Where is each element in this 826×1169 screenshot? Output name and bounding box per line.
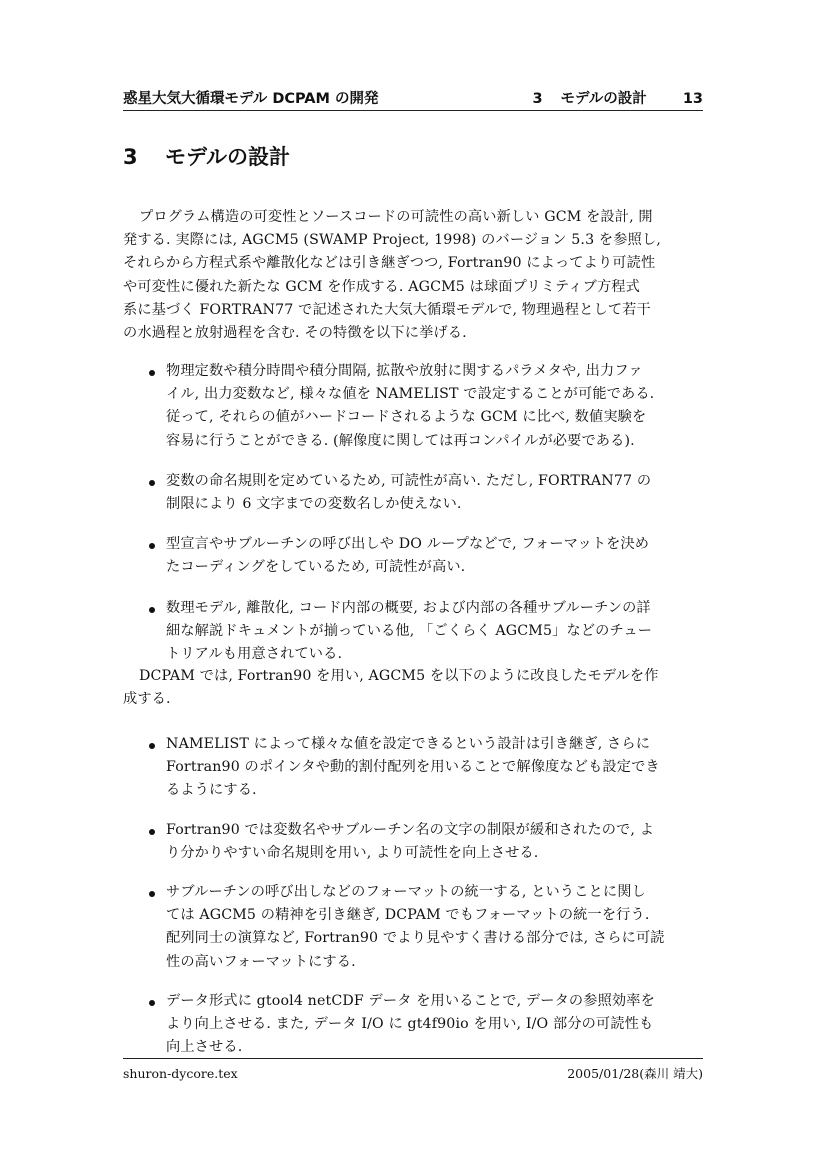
list-item-text	[166, 881, 703, 974]
footer-date-author: 2005/01/28(森川 靖大)	[567, 1066, 703, 1081]
list-item-line: ては AGCM5 の精神を引き継ぎ, DCPAM でもフォーマットの統一を行う.	[166, 907, 650, 924]
list-item-text	[166, 990, 703, 1060]
improvement-intro-paragraph	[123, 665, 703, 711]
list-item-line: 従って, それらの値がハードコードされるような GCM に比べ, 数値実験を	[166, 409, 647, 426]
document-title: 惑星大気大循環モデル DCPAM の開発	[123, 91, 379, 107]
bullet-icon	[149, 1000, 155, 1006]
paragraph-line: の水過程と放射過程を含む. その特徴を以下に挙げる.	[123, 324, 467, 341]
footer-filename: shuron-dycore.tex	[123, 1066, 238, 1081]
list-item-line: 配列同士の演算など, Fortran90 でより見やすく書ける部分では, さらに可読	[166, 930, 665, 947]
list-item-text	[166, 819, 703, 865]
paragraph-line: DCPAM では, Fortran90 を用い, AGCM5 を以下のように改良したモデルを作	[139, 668, 659, 684]
list-item-line: るようにする.	[166, 782, 257, 799]
list-item-line: 物理定数や積分時間や積分間隔, 拡散や放射に関するパラメタや, 出力ファ	[166, 363, 643, 379]
list-item-line: トリアルも用意されている.	[166, 645, 343, 662]
list-item-line: NAMELIST によって様々な値を設定できるという設計は引き継ぎ, さらに	[166, 736, 651, 752]
bullet-icon	[149, 543, 155, 549]
paragraph-line: プログラム構造の可変性とソースコードの可読性の高い新しい GCM を設計, 開	[139, 209, 653, 225]
header-rule	[123, 110, 703, 111]
list-item-text	[166, 733, 703, 803]
footer	[123, 1064, 703, 1084]
section-number: 3	[123, 145, 138, 169]
list-item-text	[166, 597, 703, 667]
section-title: モデルの設計	[165, 145, 290, 169]
bullet-icon	[149, 480, 155, 486]
paragraph-line: 系に基づく FORTRAN77 で記述された大気大循環モデルで, 物理過程として若干	[123, 301, 651, 318]
list-item-line: Fortran90 のポインタや動的割付配列を用いることで解像度なども設定でき	[166, 759, 660, 776]
paragraph-line: や可変性に優れた新たな GCM を作成する. AGCM5 は球面プリミティブ方程式	[123, 278, 640, 295]
running-header	[123, 88, 703, 110]
list-item-line: 型宣言やサブルーチンの呼び出しや DO ループなどで, フォーマットを決め	[166, 536, 650, 553]
list-item-line: 性の高いフォーマットにする.	[166, 953, 356, 970]
header-section-name: モデルの設計	[560, 91, 647, 107]
page-number: 13	[682, 91, 703, 107]
paragraph-line: 成する.	[123, 691, 171, 708]
document-page	[123, 0, 703, 1169]
bullet-icon	[149, 829, 155, 835]
list-item-line: 変数の命名規則を定めているため, 可読性が高い. ただし, FORTRAN77 の	[166, 472, 652, 489]
list-item-line: 制限により 6 文字までの変数名しか使えない.	[166, 495, 462, 512]
section-heading	[123, 142, 703, 172]
list-item-text	[166, 360, 703, 453]
bullet-icon	[149, 370, 155, 376]
paragraph-line: 発する. 実際には, AGCM5 (SWAMP Project, 1998) のバージョン 5.3 を参照し,	[123, 232, 661, 249]
list-item-text	[166, 470, 703, 516]
list-item-line: データ形式に gtool4 netCDF データ を用いることで, データの参照効率を	[166, 992, 655, 1009]
list-item-line: たコーディングをしているため, 可読性が高い.	[166, 559, 466, 576]
list-item-line: 細な解説ドキュメントが揃っている他, 「ごくらく AGCM5」などのチュー	[166, 622, 653, 639]
list-item-line: イル, 出力変数など, 様々な値を NAMELIST で設定することが可能である.	[166, 386, 655, 403]
list-item-line: サブルーチンの呼び出しなどのフォーマットの統一する, ということに関し	[166, 884, 646, 900]
list-item-line: り分かりやすい命名規則を用い, より可読性を向上させる.	[166, 844, 539, 861]
intro-paragraph	[123, 206, 703, 345]
bullet-icon	[149, 743, 155, 749]
bullet-icon	[149, 891, 155, 897]
list-item-line: 数理モデル, 離散化, コード内部の概要, および内部の各種サブルーチンの詳	[166, 599, 651, 616]
header-right	[532, 88, 703, 110]
list-item-line: Fortran90 では変数名やサブルーチン名の文字の制限が緩和されたので, よ	[166, 821, 655, 838]
list-item-line: 容易に行うことができる. (解像度に関しては再コンパイルが必要である).	[166, 432, 635, 449]
paragraph-line: それらから方程式系や離散化などは引き継ぎつつ, Fortran90 によってより可読性	[123, 255, 656, 272]
list-item-line: 向上させる.	[166, 1039, 243, 1056]
list-item-line: より向上させる. また, データ I/O に gt4f90io を用い, I/O 部分の可読性も	[166, 1015, 654, 1032]
list-item-text	[166, 533, 703, 579]
bullet-icon	[149, 607, 155, 613]
header-section-number: 3	[532, 91, 543, 107]
footer-rule	[123, 1058, 703, 1059]
